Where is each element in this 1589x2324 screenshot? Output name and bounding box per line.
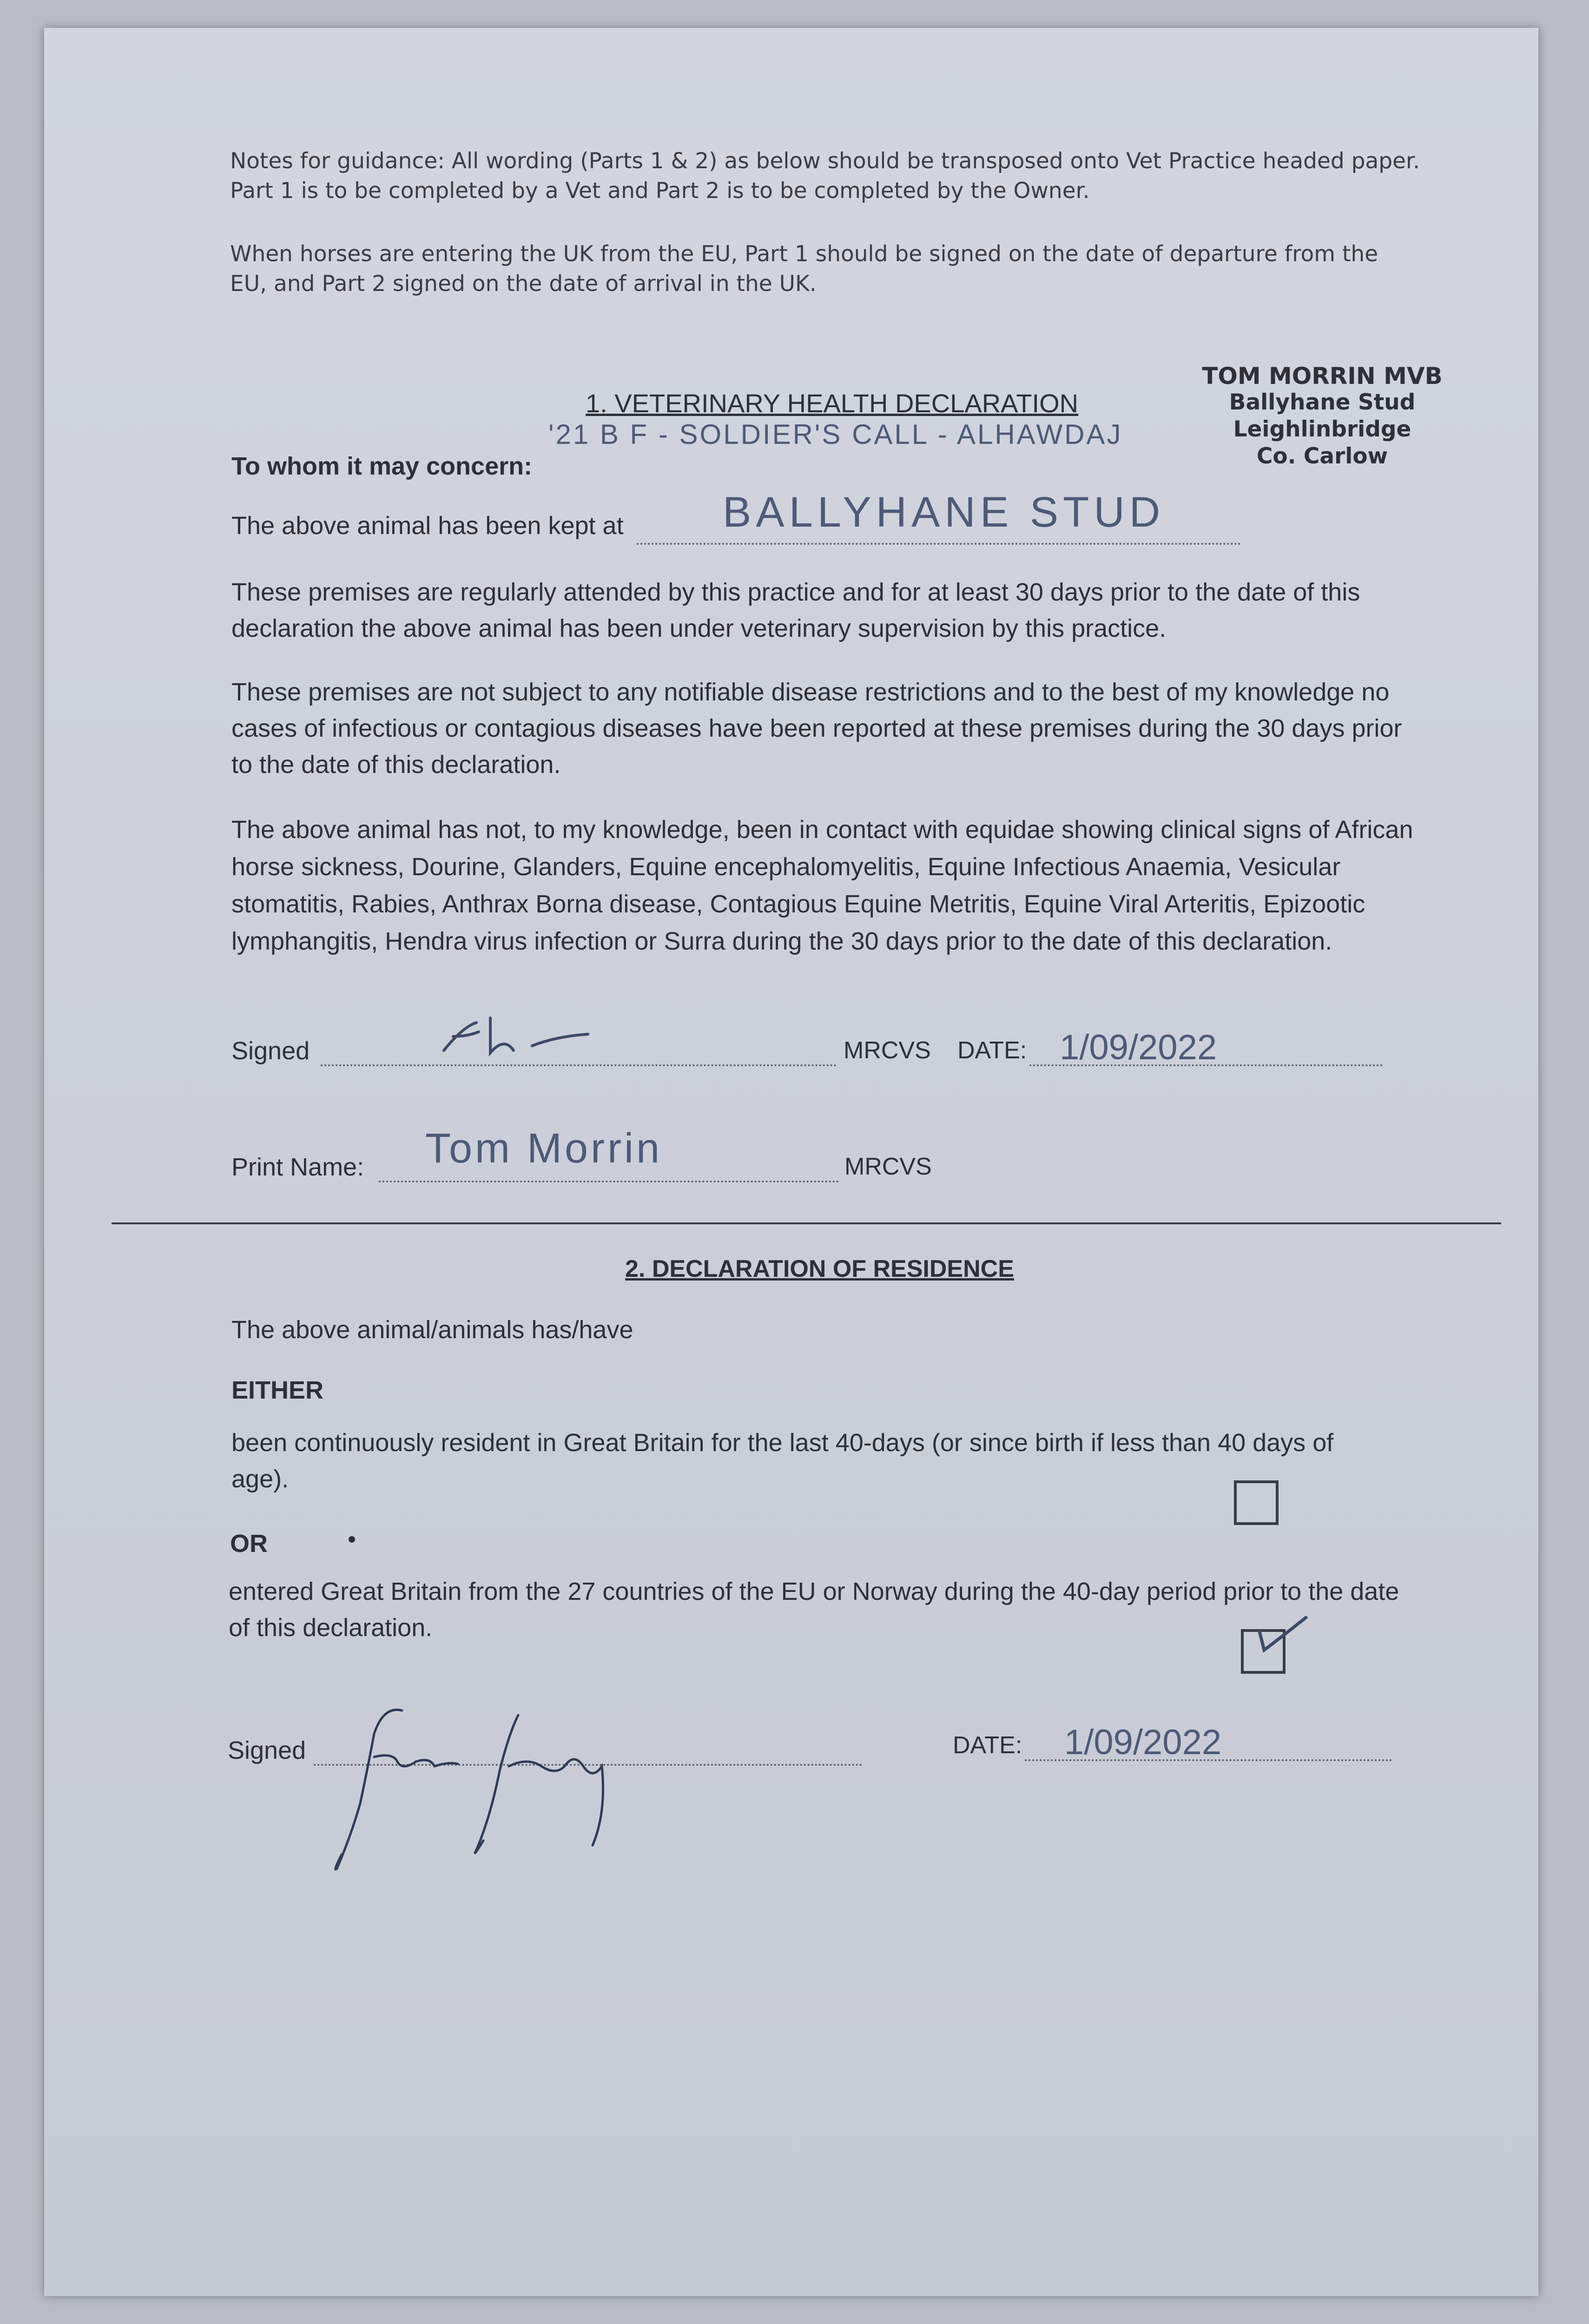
salutation: To whom it may concern: [231,452,533,480]
restrictions-paragraph: These premises are not subject to any notifiable disease restrictions and to the best of my knowledge no cases of infectious or contagious diseases have been reported at these premises during the 30 days prior to the date of this declaration. [231,678,1402,779]
section-divider [112,1222,1501,1224]
print-name-value: Tom Morrin [425,1125,663,1172]
option2-text: entered Great Britain from the 27 countries of the EU or Norway during the 40-day period prior to the date of this declaration. [229,1578,1399,1642]
owner-signature-text [565,1873,574,1875]
option1-text: been continuously resident in Great Britain for the last 40-days (or since birth if less than 40 days of age). [231,1429,1334,1493]
vet-signature [435,1009,630,1069]
mrcvs-print-label: MRCVS [844,1153,932,1180]
vet-signed-label: Signed [231,1037,310,1065]
part2-heading: 2. DECLARATION OF RESIDENCE [625,1255,1014,1282]
owner-signature [323,1697,695,1882]
handwritten-horse-details: '21 B F - SOLDIER'S CALL - ALHAWDAJ [548,419,1123,450]
stray-mark [349,1536,355,1543]
vet-stamp-town: Leighlinbridge [1233,416,1411,442]
owner-date-value: 1/09/2022 [1064,1723,1222,1762]
check-mark-icon [1255,1613,1311,1664]
either-label: EITHER [231,1376,324,1404]
kept-at-line [637,543,1241,545]
vet-stamp-practice: Ballyhane Stud [1229,390,1416,415]
supervision-paragraph: These premises are regularly attended by this practice and for at least 30 days prior to the date of this declaration the above animal has been under veterinary supervision by this practice. [231,578,1360,642]
eu-entry-note: When horses are entering the UK from the EU, Part 1 should be signed on the date of departure from the EU, and Part 2 signed on the date of arrival in the UK. [230,241,1378,297]
document-page [44,28,1538,2296]
residence-intro: The above animal/animals has/have [231,1316,633,1344]
owner-date-label: DATE: [953,1732,1022,1759]
guidance-note: Notes for guidance: All wording (Parts 1 & 2) as below should be transposed onto Vet Practice headed paper. Part 1 is to be completed by a Vet and Part 2 is to be completed by the Owner. [230,148,1420,204]
vet-stamp-county: Co. Carlow [1256,443,1388,469]
kept-at-label: The above animal has been kept at [231,512,624,540]
kept-at-value: BALLYHANE STUD [723,489,1165,536]
part1-heading: 1. VETERINARY HEALTH DECLARATION [586,389,1079,418]
mrcvs-label: MRCVS [844,1037,931,1064]
vet-date-value: 1/09/2022 [1060,1028,1217,1067]
disease-contact-paragraph: The above animal has not, to my knowledge, been in contact with equidae showing clinical signs of African horse sickness, Dourine, Glanders, Equine encephalomyelitis, Equine Infectious Anaemia, Vesicular stomatitis, Rabies, Anthrax Borna disease, Contagious Equine Metritis, Equine Viral Arteritis, Epizootic lymphangitis, Hendra virus infection or Surra during the 30 days prior to the date of this declaration. [231,816,1413,955]
owner-signed-label: Signed [228,1736,306,1764]
vet-date-label: DATE: [957,1037,1027,1064]
or-label: OR [230,1530,268,1558]
option1-checkbox[interactable] [1234,1480,1279,1525]
print-name-line [379,1181,839,1182]
print-name-label: Print Name: [231,1153,364,1181]
vet-stamp-name: TOM MORRIN MVB [1202,363,1443,390]
